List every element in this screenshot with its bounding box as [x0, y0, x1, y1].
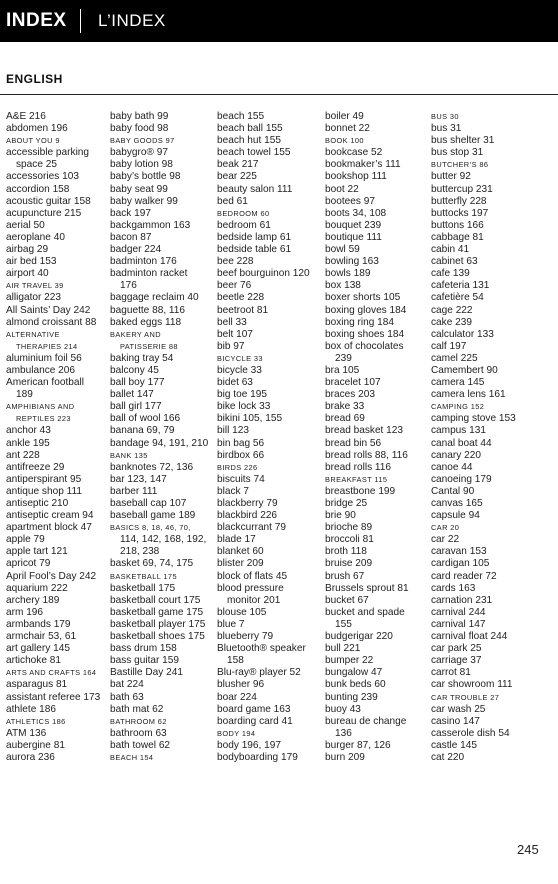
index-entry: bucket and spade: [325, 606, 405, 618]
index-entry: bike lock 33: [217, 401, 271, 413]
index-entry: apricot 79: [6, 558, 51, 570]
index-entry: cafeteria 131: [431, 280, 490, 292]
index-entry: bin bag 56: [217, 437, 265, 449]
index-entry: casserole dish 54: [431, 727, 510, 739]
index-entry: armchair 53, 61: [6, 631, 77, 643]
index-entry: cards 163: [431, 582, 476, 594]
index-entry: bull 221: [325, 643, 361, 655]
index-entry: beach 155: [217, 111, 265, 122]
index-entry: blister 209: [217, 558, 264, 570]
index-category-heading: BATHROOM 62: [110, 716, 167, 726]
index-entry: black 7: [217, 485, 249, 497]
index-entry: bread 69: [325, 413, 365, 425]
index-entry: car showroom 111: [431, 679, 513, 691]
index-title-french: L’INDEX: [98, 11, 166, 30]
index-entry: badger 224: [110, 244, 162, 256]
index-entry: blueberry 79: [217, 631, 274, 643]
index-entry: art gallery 145: [6, 643, 70, 655]
index-entry: braces 203: [325, 389, 375, 401]
index-category-heading: BASKETBALL 175: [110, 571, 177, 581]
index-entry: athlete 186: [6, 703, 56, 715]
index-entry: baby food 98: [110, 123, 169, 135]
index-entry: Blu-ray® player 52: [217, 667, 301, 679]
index-entry: aerial 50: [6, 219, 45, 231]
index-entry: ambulance 206: [6, 364, 76, 376]
index-entry: blue 7: [217, 618, 245, 630]
index-entry: All Saints’ Day 242: [6, 304, 91, 316]
index-category-heading: THERAPIES 214: [16, 341, 78, 351]
index-entry: boxing gloves 184: [325, 304, 407, 316]
index-entry: A&E 216: [6, 111, 46, 122]
index-entry: bear 225: [217, 171, 257, 183]
index-entry: cake 239: [431, 316, 472, 328]
index-entry: 176: [120, 280, 137, 292]
index-entry: baby bath 99: [110, 111, 169, 122]
index-entry: antiseptic 210: [6, 498, 69, 509]
index-entry: blade 17: [217, 534, 256, 546]
index-entry: Bluetooth® speaker: [217, 643, 306, 655]
index-entry: cabbage 81: [431, 231, 484, 243]
index-entry: calculator 133: [431, 328, 494, 340]
index-entry: banana 69, 79: [110, 425, 175, 437]
index-entry: bouquet 239: [325, 219, 382, 231]
index-entry: blackberry 79: [217, 498, 278, 509]
index-entry: apple tart 121: [6, 546, 68, 558]
index-entry: box 138: [325, 280, 361, 292]
page-header: [0, 0, 558, 42]
index-entry: bass guitar 159: [110, 655, 180, 667]
index-entry: accordion 158: [6, 183, 70, 195]
index-entry: ankle 195: [6, 437, 50, 449]
index-entry: bootees 97: [325, 195, 375, 207]
index-entry: bar 123, 147: [110, 473, 167, 485]
index-entry: bungalow 47: [325, 667, 383, 679]
index-entry: bat 224: [110, 679, 144, 691]
index-category-heading: ARTS AND CRAFTS 164: [6, 668, 97, 678]
index-entry: camera 145: [431, 377, 485, 389]
index-entry: airport 40: [6, 268, 49, 280]
index-entry: basketball 175: [110, 582, 176, 594]
index-category-heading: ALTERNATIVE: [6, 329, 60, 339]
index-entry: bruise 209: [325, 558, 373, 570]
index-entry: acupuncture 215: [6, 207, 82, 219]
index-entry: boxer shorts 105: [325, 292, 401, 304]
index-entry: burn 209: [325, 751, 365, 763]
index-title-english: INDEX: [6, 10, 67, 31]
index-entry: baking tray 54: [110, 352, 174, 364]
index-entry: baguette 88, 116: [110, 304, 186, 316]
index-entry: beach hut 155: [217, 135, 281, 147]
index-entry: antiseptic cream 94: [6, 510, 94, 522]
index-entry: cafetière 54: [431, 292, 484, 304]
index-entry: bus shelter 31: [431, 135, 495, 147]
index-column-1: [6, 111, 100, 764]
index-category-heading: AMPHIBIANS AND: [6, 402, 75, 412]
index-entry: baseball cap 107: [110, 498, 187, 509]
index-entry: armbands 179: [6, 618, 71, 630]
index-entry: beer 76: [217, 280, 252, 292]
index-entry: bath 63: [110, 691, 144, 703]
index-entry: cabinet 63: [431, 256, 478, 268]
index-category-heading: BIRDS 226: [217, 462, 258, 472]
index-entry: aquarium 222: [6, 582, 68, 594]
index-entry: card reader 72: [431, 570, 497, 582]
index-entry: accessible parking: [6, 147, 90, 159]
index-entry: 158: [227, 655, 244, 667]
index-entry: canoeing 179: [431, 473, 492, 485]
index-entry: 239: [335, 352, 352, 364]
index-entry: camera lens 161: [431, 389, 506, 401]
index-entry: assistant referee 173: [6, 691, 101, 703]
index-entry: bridge 25: [325, 498, 368, 509]
index-entry: archery 189: [6, 594, 60, 606]
index-entry: ball boy 177: [110, 377, 165, 389]
index-entry: blackbird 226: [217, 510, 278, 522]
index-entry: baby’s bottle 98: [110, 171, 181, 183]
index-entry: Camembert 90: [431, 364, 498, 376]
index-entry: bandage 94, 191, 210: [110, 437, 209, 449]
index-entry: acoustic guitar 158: [6, 195, 91, 207]
index-entry: cabin 41: [431, 244, 470, 256]
index-category-heading: BUS 30: [431, 112, 459, 121]
index-entry: boutique 111: [325, 231, 382, 243]
index-entry: breastbone 199: [325, 485, 396, 497]
index-entry: beef bourguinon 120: [217, 268, 310, 280]
index-entry: Bastille Day 241: [110, 667, 183, 679]
index-entry: burger 87, 126: [325, 739, 391, 751]
index-category-heading: REPTILES 223: [16, 414, 71, 424]
index-entry: cat 220: [431, 751, 465, 763]
index-category-heading: BANK 135: [110, 450, 148, 460]
index-entry: backgammon 163: [110, 219, 191, 231]
index-category-heading: CAR TROUBLE 27: [431, 692, 500, 702]
index-entry: caravan 153: [431, 546, 487, 558]
index-entry: car park 25: [431, 643, 482, 655]
index-entry: bill 123: [217, 425, 249, 437]
index-entry: budgerigar 220: [325, 631, 393, 643]
index-entry: baby lotion 98: [110, 159, 173, 171]
index-entry: butterfly 228: [431, 195, 487, 207]
index-entry: beach ball 155: [217, 123, 283, 135]
index-entry: bodyboarding 179: [217, 751, 298, 763]
index-entry: apple 79: [6, 534, 45, 546]
index-entry: beak 217: [217, 159, 259, 171]
index-entry: carnival 244: [431, 606, 486, 618]
index-entry: camping stove 153: [431, 413, 516, 425]
index-entry: beach towel 155: [217, 147, 291, 159]
index-category-heading: BEDROOM 60: [217, 208, 270, 218]
section-rule: [0, 94, 558, 95]
index-entry: arm 196: [6, 606, 44, 618]
index-entry: blusher 96: [217, 679, 265, 691]
index-entry: car 22: [431, 534, 460, 546]
index-entry: brie 90: [325, 510, 356, 522]
index-entry: car wash 25: [431, 703, 486, 715]
index-entry: canal boat 44: [431, 437, 492, 449]
index-entry: blanket 60: [217, 546, 264, 558]
index-entry: bedroom 61: [217, 219, 271, 231]
index-entry: asparagus 81: [6, 679, 68, 691]
index-entry: ball of wool 166: [110, 413, 181, 425]
index-entry: bedside table 61: [217, 244, 292, 256]
index-entry: 136: [335, 727, 352, 739]
index-entry: bureau de change: [325, 715, 407, 727]
index-entry: antifreeze 29: [6, 461, 65, 473]
index-entry: basketball game 175: [110, 606, 204, 618]
index-entry: campus 131: [431, 425, 486, 437]
index-entry: capsule 94: [431, 510, 480, 522]
index-entry: belt 107: [217, 328, 253, 340]
index-entry: broth 118: [325, 546, 367, 558]
index-entry: badminton 176: [110, 256, 177, 268]
index-category-heading: ABOUT YOU 9: [6, 136, 60, 146]
index-entry: apartment block 47: [6, 522, 92, 534]
index-entry: bath mat 62: [110, 703, 164, 715]
index-entry: cardigan 105: [431, 558, 490, 570]
index-entry: bee 228: [217, 256, 254, 268]
index-entry: Brussels sprout 81: [325, 582, 409, 594]
index-entry: bookmaker’s 111: [325, 159, 401, 171]
index-entry: baked eggs 118: [110, 316, 182, 328]
index-entry: boxing ring 184: [325, 316, 395, 328]
index-entry: carnival 147: [431, 618, 486, 630]
index-entry: box of chocolates: [325, 340, 404, 352]
index-entry: buttons 166: [431, 219, 484, 231]
index-entry: bath towel 62: [110, 739, 171, 751]
index-entry: beauty salon 111: [217, 183, 293, 195]
index-entry: broccoli 81: [325, 534, 374, 546]
index-entry: badminton racket: [110, 268, 188, 280]
index-category-heading: AIR TRAVEL 39: [6, 281, 64, 291]
index-entry: baseball game 189: [110, 510, 196, 522]
index-entry: bookshop 111: [325, 171, 387, 183]
index-entry: baby walker 99: [110, 195, 178, 207]
index-entry: boarding card 41: [217, 715, 293, 727]
index-entry: basket 69, 74, 175: [110, 558, 194, 570]
index-entry: boots 34, 108: [325, 207, 387, 219]
index-entry: canoe 44: [431, 461, 473, 473]
index-category-heading: CAMPING 152: [431, 402, 485, 412]
index-category-heading: BUTCHER’S 86: [431, 160, 489, 170]
index-entry: canvas 165: [431, 498, 483, 509]
index-entry: bread basket 123: [325, 425, 404, 437]
index-entry: boot 22: [325, 183, 359, 195]
index-entry: bowl 59: [325, 244, 360, 256]
index-entry: artichoke 81: [6, 655, 61, 667]
index-entry: boar 224: [217, 691, 257, 703]
index-entry: ant 228: [6, 449, 40, 461]
index-entry: antique shop 111: [6, 485, 82, 497]
index-entry: big toe 195: [217, 389, 267, 401]
header-divider: [80, 9, 81, 33]
index-entry: bed 61: [217, 195, 248, 207]
index-entry: buoy 43: [325, 703, 361, 715]
index-entry: bacon 87: [110, 231, 152, 243]
index-entry: bell 33: [217, 316, 247, 328]
page-number: 245: [517, 842, 539, 857]
index-entry: banknotes 72, 136: [110, 461, 194, 473]
index-entry: barber 111: [110, 485, 158, 497]
index-entry: castle 145: [431, 739, 478, 751]
index-entry: bunting 239: [325, 691, 378, 703]
index-entry: buttocks 197: [431, 207, 489, 219]
index-entry: body 196, 197: [217, 739, 281, 751]
index-entry: 114, 142, 168, 192,: [120, 534, 207, 546]
index-entry: bathroom 63: [110, 727, 167, 739]
index-entry: abdomen 196: [6, 123, 68, 135]
index-entry: 189: [16, 389, 33, 401]
index-column-5: [431, 111, 516, 764]
index-entry: ballet 147: [110, 389, 154, 401]
index-entry: calf 197: [431, 340, 467, 352]
index-entry: basketball court 175: [110, 594, 201, 606]
index-category-heading: BAKERY AND: [110, 329, 161, 339]
index-entry: bidet 63: [217, 377, 253, 389]
index-entry: carnation 231: [431, 594, 493, 606]
index-entry: alligator 223: [6, 292, 61, 304]
index-entry: back 197: [110, 207, 151, 219]
index-entry: bunk beds 60: [325, 679, 386, 691]
index-category-heading: PATISSERIE 88: [120, 341, 178, 351]
index-entry: beetroot 81: [217, 304, 269, 316]
index-entry: beetle 228: [217, 292, 265, 304]
index-entry: Cantal 90: [431, 485, 475, 497]
index-entry: butter 92: [431, 171, 471, 183]
index-entry: monitor 201: [227, 594, 281, 606]
index-entry: basketball shoes 175: [110, 631, 205, 643]
index-entry: block of flats 45: [217, 570, 288, 582]
index-category-heading: BICYCLE 33: [217, 353, 263, 363]
index-entry: bedside lamp 61: [217, 231, 292, 243]
index-entry: carrot 81: [431, 667, 471, 679]
index-entry: bookcase 52: [325, 147, 383, 159]
index-entry: air bed 153: [6, 256, 57, 268]
index-entry: brake 33: [325, 401, 365, 413]
index-entry: airbag 29: [6, 244, 49, 256]
index-category-heading: BREAKFAST 115: [325, 474, 388, 484]
index-entry: antiperspirant 95: [6, 473, 82, 485]
index-column-2: [110, 111, 208, 764]
index-category-heading: ATHLETICS 186: [6, 716, 66, 726]
index-entry: bread bin 56: [325, 437, 382, 449]
index-entry: bowling 163: [325, 256, 379, 268]
index-entry: 155: [335, 618, 352, 630]
index-column-3: [217, 111, 310, 764]
index-category-heading: BODY 194: [217, 728, 256, 738]
index-entry: anchor 43: [6, 425, 51, 437]
index-entry: bus 31: [431, 123, 462, 135]
index-entry: baggage reclaim 40: [110, 292, 199, 304]
index-entry: buttercup 231: [431, 183, 493, 195]
index-entry: April Fool’s Day 242: [6, 570, 97, 582]
index-entry: blood pressure: [217, 582, 284, 594]
index-entry: bracelet 107: [325, 377, 381, 389]
index-entry: aurora 236: [6, 751, 55, 763]
index-entry: bus stop 31: [431, 147, 484, 159]
index-entry: bucket 67: [325, 594, 369, 606]
index-entry: camel 225: [431, 352, 478, 364]
index-category-heading: BASICS 8, 18, 46, 70,: [110, 523, 191, 533]
index-category-heading: BABY GOODS 97: [110, 136, 175, 146]
index-entry: bread rolls 88, 116: [325, 449, 408, 461]
index-entry: blouse 105: [217, 606, 267, 618]
index-entry: balcony 45: [110, 364, 159, 376]
index-entry: bass drum 158: [110, 643, 177, 655]
index-entry: carriage 37: [431, 655, 482, 667]
index-entry: boxing shoes 184: [325, 328, 405, 340]
index-entry: brioche 89: [325, 522, 373, 534]
index-entry: bread rolls 116: [325, 461, 392, 473]
index-entry: almond croissant 88: [6, 316, 97, 328]
index-entry: bicycle 33: [217, 364, 262, 376]
index-entry: bumper 22: [325, 655, 374, 667]
index-entry: blackcurrant 79: [217, 522, 287, 534]
index-entry: baby seat 99: [110, 183, 168, 195]
index-entry: aluminium foil 56: [6, 352, 82, 364]
index-entry: canary 220: [431, 449, 481, 461]
index-entry: carnival float 244: [431, 631, 508, 643]
index-entry: basketball player 175: [110, 618, 206, 630]
index-entry: cage 222: [431, 304, 473, 316]
index-entry: space 25: [16, 159, 57, 171]
index-entry: board game 163: [217, 703, 291, 715]
index-entry: casino 147: [431, 715, 480, 727]
index-entry: bonnet 22: [325, 123, 370, 135]
index-entry: bikini 105, 155: [217, 413, 283, 425]
index-entry: brush 67: [325, 570, 365, 582]
section-heading: ENGLISH: [6, 72, 63, 86]
index-entry: babygro® 97: [110, 147, 168, 159]
index-entry: ball girl 177: [110, 401, 162, 413]
index-entry: birdbox 66: [217, 449, 265, 461]
index-entry: bowls 189: [325, 268, 371, 280]
index-entry: bib 97: [217, 340, 245, 352]
index-entry: biscuits 74: [217, 473, 265, 485]
index-category-heading: BOOK 100: [325, 136, 364, 146]
index-category-heading: BEACH 154: [110, 752, 154, 762]
index-entry: boiler 49: [325, 111, 364, 122]
index-entry: accessories 103: [6, 171, 79, 183]
index-entry: aubergine 81: [6, 739, 65, 751]
index-column-4: [325, 111, 409, 764]
index-entry: ATM 136: [6, 727, 47, 739]
index-entry: bra 105: [325, 364, 360, 376]
index-entry: aeroplane 40: [6, 231, 65, 243]
index-entry: 218, 238: [120, 546, 160, 558]
index-category-heading: CAR 20: [431, 523, 460, 533]
index-entry: American football: [6, 377, 84, 389]
index-entry: cafe 139: [431, 268, 470, 280]
